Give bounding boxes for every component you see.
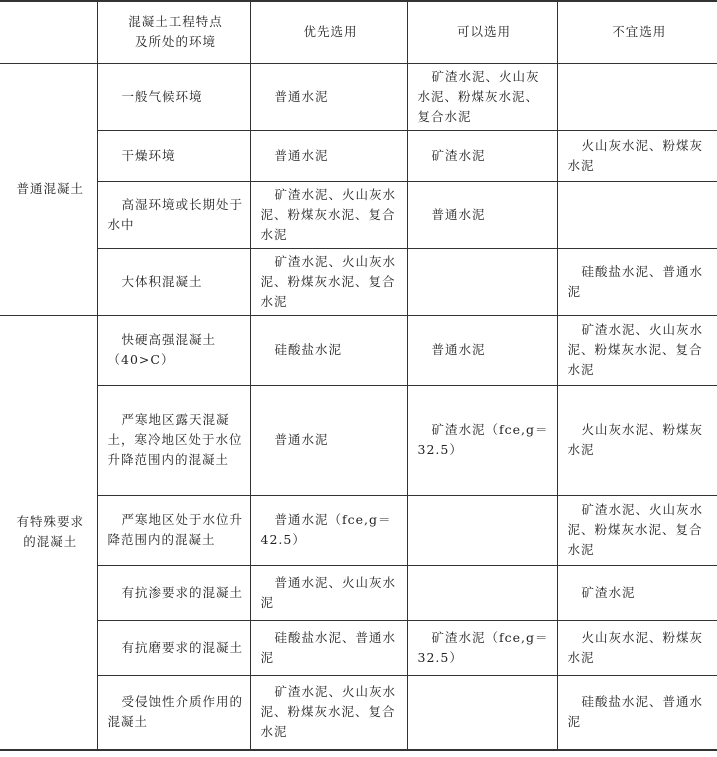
preferred-cell: 普通水泥 xyxy=(250,385,407,495)
unsuitable-cell: 火山灰水泥、粉煤灰水泥 xyxy=(557,130,717,181)
acceptable-cell: 普通水泥 xyxy=(407,315,557,385)
preferred-cell: 普通水泥 xyxy=(250,130,407,181)
acceptable-cell xyxy=(407,248,557,315)
table-row xyxy=(0,315,717,385)
condition-cell: 一般气候环境 xyxy=(97,63,250,130)
acceptable-cell: 矿渣水泥、火山灰水泥、粉煤灰水泥、复合水泥 xyxy=(407,63,557,130)
category-cell: 有特殊要求的混凝土 xyxy=(0,315,97,750)
condition-cell: 高湿环境或长期处于水中 xyxy=(97,181,250,248)
acceptable-cell: 矿渣水泥（fce,g＝32.5） xyxy=(407,385,557,495)
acceptable-cell xyxy=(407,675,557,750)
acceptable-cell: 矿渣水泥（fce,g＝32.5） xyxy=(407,620,557,675)
header-unsuitable-cell: 不宜选用 xyxy=(557,1,717,63)
acceptable-cell xyxy=(407,495,557,565)
header-condition-cell xyxy=(97,1,250,63)
preferred-cell: 矿渣水泥、火山灰水泥、粉煤灰水泥、复合水泥 xyxy=(250,181,407,248)
unsuitable-cell: 火山灰水泥、粉煤灰水泥 xyxy=(557,385,717,495)
preferred-cell: 普通水泥、火山灰水泥 xyxy=(250,565,407,620)
table-row xyxy=(0,675,717,750)
condition-cell: 有抗渗要求的混凝土 xyxy=(97,565,250,620)
unsuitable-cell xyxy=(557,181,717,248)
preferred-cell: 硅酸盐水泥、普通水泥 xyxy=(250,620,407,675)
unsuitable-cell: 火山灰水泥、粉煤灰水泥 xyxy=(557,620,717,675)
table-row xyxy=(0,63,717,130)
unsuitable-cell: 矿渣水泥、火山灰水泥、粉煤灰水泥、复合水泥 xyxy=(557,495,717,565)
header-preferred-cell: 优先选用 xyxy=(250,1,407,63)
condition-cell: 大体积混凝土 xyxy=(97,248,250,315)
condition-cell: 干燥环境 xyxy=(97,130,250,181)
condition-cell: 快硬高强混凝土（40>C） xyxy=(97,315,250,385)
acceptable-cell: 普通水泥 xyxy=(407,181,557,248)
preferred-cell: 矿渣水泥、火山灰水泥、粉煤灰水泥、复合水泥 xyxy=(250,675,407,750)
condition-cell: 受侵蚀性介质作用的混凝土 xyxy=(97,675,250,750)
unsuitable-cell xyxy=(557,63,717,130)
table-row xyxy=(0,181,717,248)
table-row xyxy=(0,248,717,315)
unsuitable-cell: 硅酸盐水泥、普通水泥 xyxy=(557,248,717,315)
preferred-cell: 普通水泥（fce,g＝42.5） xyxy=(250,495,407,565)
header-row xyxy=(0,1,717,63)
table-row xyxy=(0,565,717,620)
category-cell: 普通混凝土 xyxy=(0,63,97,315)
table-row xyxy=(0,130,717,181)
condition-cell: 严寒地区处于水位升降范围内的混凝土 xyxy=(97,495,250,565)
header-blank-cell xyxy=(0,1,97,63)
unsuitable-cell: 矿渣水泥 xyxy=(557,565,717,620)
acceptable-cell xyxy=(407,565,557,620)
header-condition-line2: 及所处的环境 xyxy=(134,34,216,50)
header-acceptable-cell: 可以选用 xyxy=(407,1,557,63)
unsuitable-cell: 硅酸盐水泥、普通水泥 xyxy=(557,675,717,750)
preferred-cell: 普通水泥 xyxy=(250,63,407,130)
table-row xyxy=(0,495,717,565)
condition-cell: 严寒地区露天混凝土，寒冷地区处于水位升降范围内的混凝土 xyxy=(97,385,250,495)
table-row xyxy=(0,385,717,495)
unsuitable-cell: 矿渣水泥、火山灰水泥、粉煤灰水泥、复合水泥 xyxy=(557,315,717,385)
table-row xyxy=(0,620,717,675)
preferred-cell: 矿渣水泥、火山灰水泥、粉煤灰水泥、复合水泥 xyxy=(250,248,407,315)
preferred-cell: 硅酸盐水泥 xyxy=(250,315,407,385)
condition-cell: 有抗磨要求的混凝土 xyxy=(97,620,250,675)
header-condition-line1: 混凝土工程特点 xyxy=(128,14,223,30)
acceptable-cell: 矿渣水泥 xyxy=(407,130,557,181)
